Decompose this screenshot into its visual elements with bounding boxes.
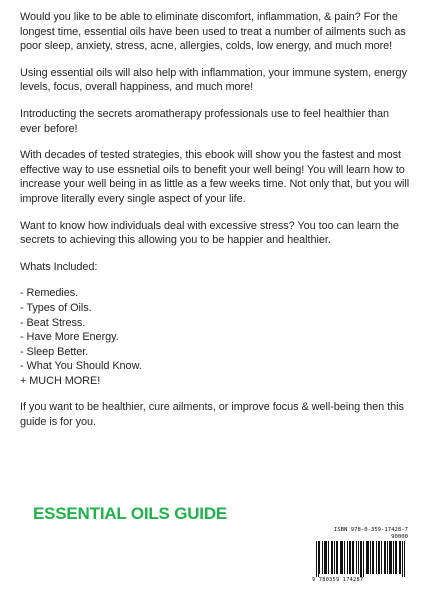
barcode-bar <box>316 541 317 577</box>
barcode-bar <box>332 541 333 574</box>
barcode-bar <box>361 541 362 577</box>
closing-paragraph: If you want to be healthier, cure ailments, or improve focus & well-being then this guide is for you. <box>20 401 404 429</box>
barcode-bar <box>366 541 367 574</box>
list-item: - Types of Oils. <box>20 301 92 314</box>
barcode-bar <box>393 541 394 574</box>
isbn-number: ISBN 978-0-359-17428-7 <box>333 527 408 533</box>
barcode-bar <box>389 541 390 574</box>
included-list <box>20 286 410 388</box>
barcode-digits: 9 780359 174287 <box>312 577 364 583</box>
description-text <box>20 10 410 442</box>
barcode-bar <box>368 541 369 574</box>
footer-title: ESSENTIAL OILS GUIDE <box>33 504 228 523</box>
stress-paragraph: Want to know how individuals deal with excessive stress? You too can learn the secrets to achieving this allowing you to be happier and healthier. <box>20 219 399 247</box>
barcode-bar <box>372 541 373 574</box>
barcode-bar <box>349 541 350 574</box>
barcode-bar <box>328 541 329 574</box>
price-code: 90000 <box>391 534 408 540</box>
list-item: - Remedies. <box>20 287 79 300</box>
barcode-bar <box>350 541 351 574</box>
barcode-bar <box>336 541 337 574</box>
barcode-bar <box>341 541 342 574</box>
barcode-bar <box>391 541 392 574</box>
barcode-bar <box>360 541 361 577</box>
list-item: - Have More Energy. <box>20 331 119 344</box>
barcode-bar <box>384 541 385 574</box>
barcode-bar <box>400 541 401 574</box>
barcode-bar <box>396 541 397 574</box>
intro-paragraph: Would you like to be able to eliminate discomfort, inflammation, & pain? For the longest time, essential oils have been used to treat a number of ailments such as poor sleep, anxiety, stress, acne, allergies, colds, low energy, and much more! <box>20 11 406 53</box>
barcode-bar <box>367 541 368 574</box>
barcode-bar <box>337 541 338 574</box>
barcode-bar <box>326 541 327 574</box>
barcode-bar <box>390 541 391 574</box>
benefits-paragraph: Using essential oils will also help with inflammation, your immune system, energy levels, focus, overall happiness, and much more! <box>20 66 407 94</box>
barcode-bar <box>322 541 323 574</box>
barcode-bar <box>319 541 320 574</box>
barcode-bar <box>381 541 382 574</box>
list-item: + MUCH MORE! <box>20 374 101 387</box>
barcode-bar <box>370 541 371 574</box>
barcode-bar <box>352 541 353 574</box>
barcode-bar <box>318 541 319 577</box>
barcode-bar <box>387 541 388 574</box>
barcode-bar <box>347 541 348 574</box>
barcode-bar <box>404 541 405 577</box>
barcode-bar <box>358 541 359 574</box>
barcode-bar <box>344 541 345 574</box>
barcode-bar <box>331 541 332 574</box>
barcode-bar <box>378 541 379 574</box>
isbn-barcode <box>312 527 408 585</box>
introduction-paragraph: Introducting the secrets aromatherapy professionals use to feel healthier than ever before! <box>20 107 390 135</box>
strategies-paragraph: With decades of tested strategies, this ebook will show you the fastest and most effective way to use essnetial oils to benefit your well being! You will learn how to increase your well being in as little as a few weeks time. Not only that, but you will improve literally every single aspect of your life. <box>20 149 410 205</box>
barcode-bar <box>324 541 325 574</box>
barcode-bar <box>325 541 326 574</box>
barcode-bar <box>363 541 364 577</box>
barcode-bar <box>353 541 354 574</box>
barcode-bar <box>395 541 396 574</box>
barcode-bar <box>402 541 403 577</box>
barcode-bar <box>376 541 377 574</box>
barcode-bar <box>385 541 386 574</box>
barcode-bar <box>399 541 400 574</box>
barcode-bar <box>356 541 357 574</box>
barcode-bar <box>334 541 335 574</box>
list-item: - What You Should Know. <box>20 360 142 373</box>
list-item: - Sleep Better. <box>20 345 89 358</box>
barcode-bar <box>340 541 341 574</box>
barcode-bar <box>342 541 343 574</box>
barcode-bar <box>373 541 374 574</box>
list-item: - Beat Stress. <box>20 316 86 329</box>
barcode-bars <box>316 541 406 577</box>
included-heading: Whats Included: <box>20 260 98 273</box>
barcode-bar <box>379 541 380 574</box>
